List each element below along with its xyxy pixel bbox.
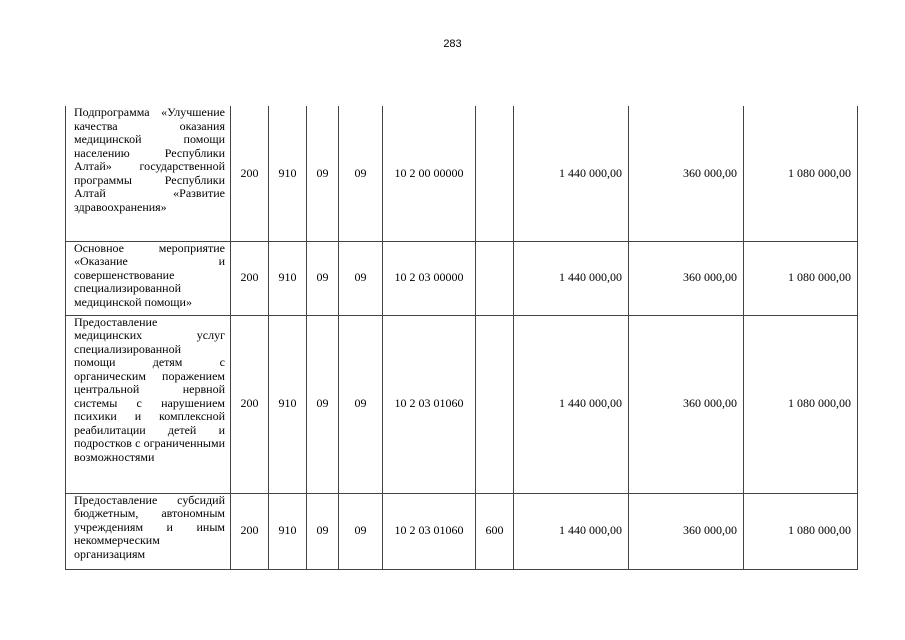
subsection-cell: 09 xyxy=(339,493,383,569)
target-article-cell: 10 2 03 01060 xyxy=(383,315,476,493)
subsection-cell: 09 xyxy=(339,241,383,315)
subsection-cell: 09 xyxy=(339,315,383,493)
table-row xyxy=(66,493,858,569)
subsection-cell: 09 xyxy=(339,106,383,241)
total-amount-cell: 1 440 000,00 xyxy=(514,106,629,241)
total-amount-cell: 1 440 000,00 xyxy=(514,241,629,315)
code-cell: 200 xyxy=(231,493,269,569)
page-number: 283 xyxy=(443,38,462,50)
ministry-code-cell: 910 xyxy=(269,106,307,241)
ministry-code-cell: 910 xyxy=(269,493,307,569)
amount-3-cell: 1 080 000,00 xyxy=(744,493,858,569)
expense-type-cell: 600 xyxy=(476,493,514,569)
target-article-cell: 10 2 03 01060 xyxy=(383,493,476,569)
section-cell: 09 xyxy=(307,315,339,493)
section-cell: 09 xyxy=(307,106,339,241)
expense-type-cell xyxy=(476,315,514,493)
row-name-cell: Предоставление субсидий бюджетным, автономным учреждениям и иным некоммерческим организациям xyxy=(66,493,231,569)
ministry-code-cell: 910 xyxy=(269,241,307,315)
total-amount-cell: 1 440 000,00 xyxy=(514,493,629,569)
amount-2-cell: 360 000,00 xyxy=(629,106,744,241)
amount-3-cell: 1 080 000,00 xyxy=(744,241,858,315)
code-cell: 200 xyxy=(231,241,269,315)
target-article-cell: 10 2 03 00000 xyxy=(383,241,476,315)
amount-2-cell: 360 000,00 xyxy=(629,493,744,569)
amount-2-cell: 360 000,00 xyxy=(629,241,744,315)
expense-type-cell xyxy=(476,241,514,315)
target-article-cell: 10 2 00 00000 xyxy=(383,106,476,241)
code-cell: 200 xyxy=(231,106,269,241)
table-row xyxy=(66,106,858,241)
row-name-cell: Предоставление медицинских услуг специализированной помощи детям с органическим поражением центральной нервной системы с нарушением психики и комплексной реабилитации детей и подростков с ограниченными возможностями xyxy=(66,315,231,493)
budget-table xyxy=(65,106,858,570)
table-row xyxy=(66,315,858,493)
code-cell: 200 xyxy=(231,315,269,493)
expense-type-cell xyxy=(476,106,514,241)
row-name-cell: Основное мероприятие «Оказание и совершенствование специализированной медицинской помощи» xyxy=(66,241,231,315)
table-row xyxy=(66,241,858,315)
amount-2-cell: 360 000,00 xyxy=(629,315,744,493)
section-cell: 09 xyxy=(307,493,339,569)
section-cell: 09 xyxy=(307,241,339,315)
amount-3-cell: 1 080 000,00 xyxy=(744,315,858,493)
ministry-code-cell: 910 xyxy=(269,315,307,493)
amount-3-cell: 1 080 000,00 xyxy=(744,106,858,241)
row-name-cell: Подпрограмма «Улучшение качества оказания медицинской помощи населению Республики Алтай» государственной программы Республики Алтай «Развитие здравоохранения» xyxy=(66,106,231,241)
total-amount-cell: 1 440 000,00 xyxy=(514,315,629,493)
